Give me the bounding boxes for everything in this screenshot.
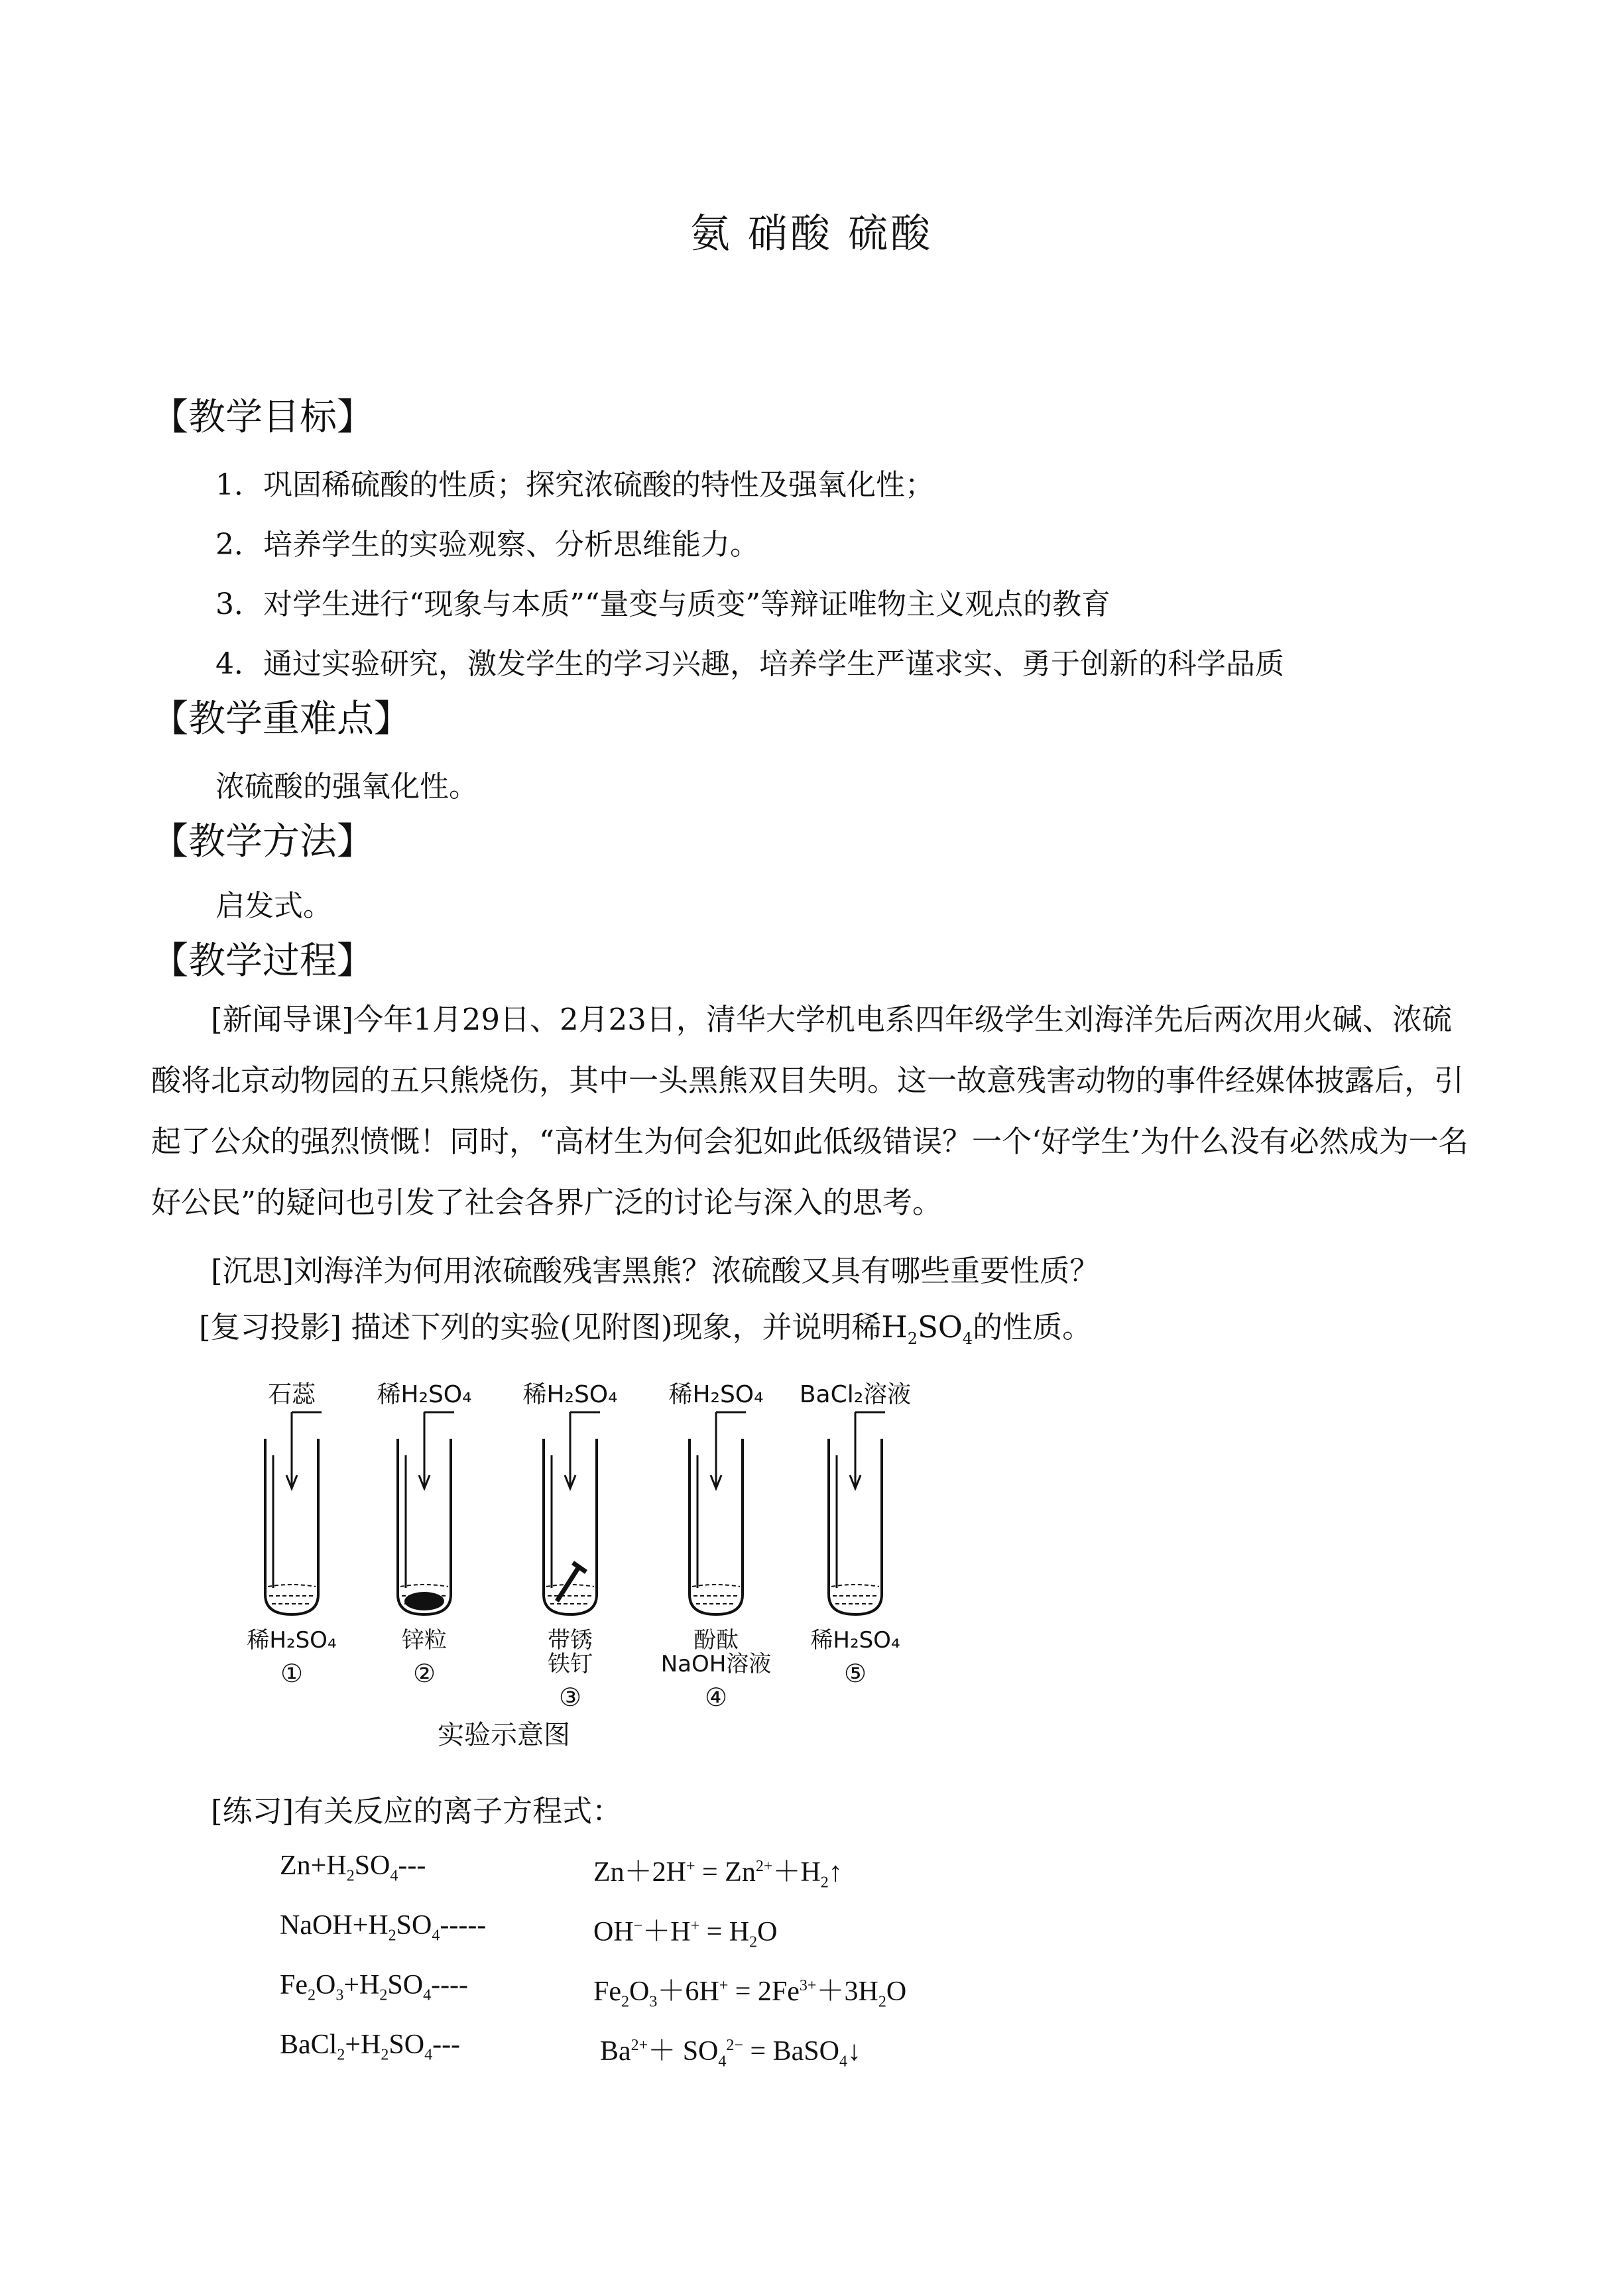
tube-top-label: 石蕊 bbox=[267, 1381, 316, 1408]
tube-bottom-label: 锌粒 bbox=[402, 1627, 447, 1654]
review-line: [复习投影] 描述下列的实验(见附图)现象，并说明稀$H_2SO_4$的性质。 bbox=[199, 1309, 1093, 1348]
tube-number: ① bbox=[280, 1659, 304, 1688]
process-heading: 【教学过程】 bbox=[151, 939, 374, 983]
objective-4: 4．通过实验研究，激发学生的学习兴趣，培养学生严谨求实、勇于创新的科学品质 bbox=[215, 647, 1284, 681]
eq4-left: $BaCl_2+H_2SO_4---$ bbox=[280, 2029, 461, 2064]
tube-bottom-label: 稀H₂SO₄ bbox=[810, 1627, 900, 1654]
tube-number: ⑤ bbox=[843, 1659, 867, 1688]
test-tube-2 bbox=[377, 1381, 471, 1688]
test-tube-4 bbox=[661, 1381, 772, 1712]
objective-3: 3．对学生进行“现象与本质”“量变与质变”等辩证唯物主义观点的教育 bbox=[215, 587, 1111, 621]
keypoints-heading: 【教学重难点】 bbox=[151, 697, 411, 741]
tube-top-label: BaCl₂溶液 bbox=[799, 1381, 912, 1408]
eq2-ion: $OH^-+H^+ = H_2O$ bbox=[593, 1917, 778, 1951]
test-tube-1 bbox=[247, 1381, 336, 1688]
tube-top-label: 稀H₂SO₄ bbox=[522, 1381, 618, 1408]
tube-bottom-label: 铁钉 bbox=[548, 1651, 593, 1677]
objective-1: 1．巩固稀硫酸的性质；探究浓硫酸的特性及强氧化性； bbox=[215, 468, 934, 502]
tube-number: ③ bbox=[558, 1683, 582, 1712]
eq4-ion: $Ba^{2+}+ SO_4^{2-}$ = BaSO$_4$↓ bbox=[600, 2036, 861, 2071]
objectives-heading: 【教学目标】 bbox=[151, 396, 374, 439]
eq2-left: $NaOH+H_2SO_4-----$ bbox=[280, 1910, 487, 1945]
eq3-ion: $Fe_2O_3+6H^+ = 2Fe^{3+}+3H_2O$ bbox=[593, 1976, 907, 2011]
tube-number: ④ bbox=[704, 1683, 728, 1712]
tube-number: ② bbox=[412, 1659, 436, 1688]
keypoints-text: 浓硫酸的强氧化性。 bbox=[215, 770, 478, 804]
objective-2: 2．培养学生的实验观察、分析思维能力。 bbox=[215, 528, 759, 562]
method-heading: 【教学方法】 bbox=[151, 820, 374, 863]
figure-caption: 实验示意图 bbox=[438, 1720, 570, 1750]
test-tube-3 bbox=[522, 1381, 617, 1712]
practice-line: [练习]有关反应的离子方程式： bbox=[211, 1793, 623, 1829]
tube-bottom-label: 稀H₂SO₄ bbox=[247, 1627, 337, 1654]
reflect-line: [沉思]刘海洋为何用浓硫酸残害黑熊？浓硫酸又具有哪些重要性质？ bbox=[211, 1253, 1100, 1288]
news-paragraph: [新闻导课]今年1月29日、2月23日，清华大学机电系四年级学生刘海洋先后两次用火碱、浓硫酸将北京动物园的五只熊烧伤，其中一头黑熊双目失明。这一故意残害动物的事件经媒体披露后，引起了公众的强烈愤慨！同时，“高材生为何会犯如此低级错误？一个‘好学生’为什么没有必然成为一名好公民”的疑问也引发了社会各界广泛的讨论与深入的思考。 bbox=[151, 1002, 1469, 1220]
eq3-left: $Fe_2O_3+H_2SO_4----$ bbox=[280, 1970, 469, 2004]
tube-bottom-label: 酚酞 bbox=[693, 1627, 739, 1654]
tube-top-label: 稀H₂SO₄ bbox=[377, 1381, 472, 1408]
tubes-group bbox=[247, 1381, 911, 1712]
tube-top-label: 稀H₂SO₄ bbox=[668, 1381, 764, 1408]
eq1-ion: $Zn+2H^+ = Zn^{2+}+H_2↑$ bbox=[593, 1857, 843, 1892]
page-title: 氨 硝酸 硫酸 bbox=[690, 211, 933, 257]
tube-bottom-label: NaOH溶液 bbox=[660, 1651, 772, 1677]
tube-bottom-label: 带锈 bbox=[548, 1627, 593, 1654]
test-tube-5 bbox=[800, 1381, 911, 1688]
experiment-figure bbox=[225, 1376, 981, 1760]
method-text: 启发式。 bbox=[215, 889, 332, 923]
eq1-left: $Zn+H_2SO_4---$ bbox=[280, 1850, 426, 1885]
